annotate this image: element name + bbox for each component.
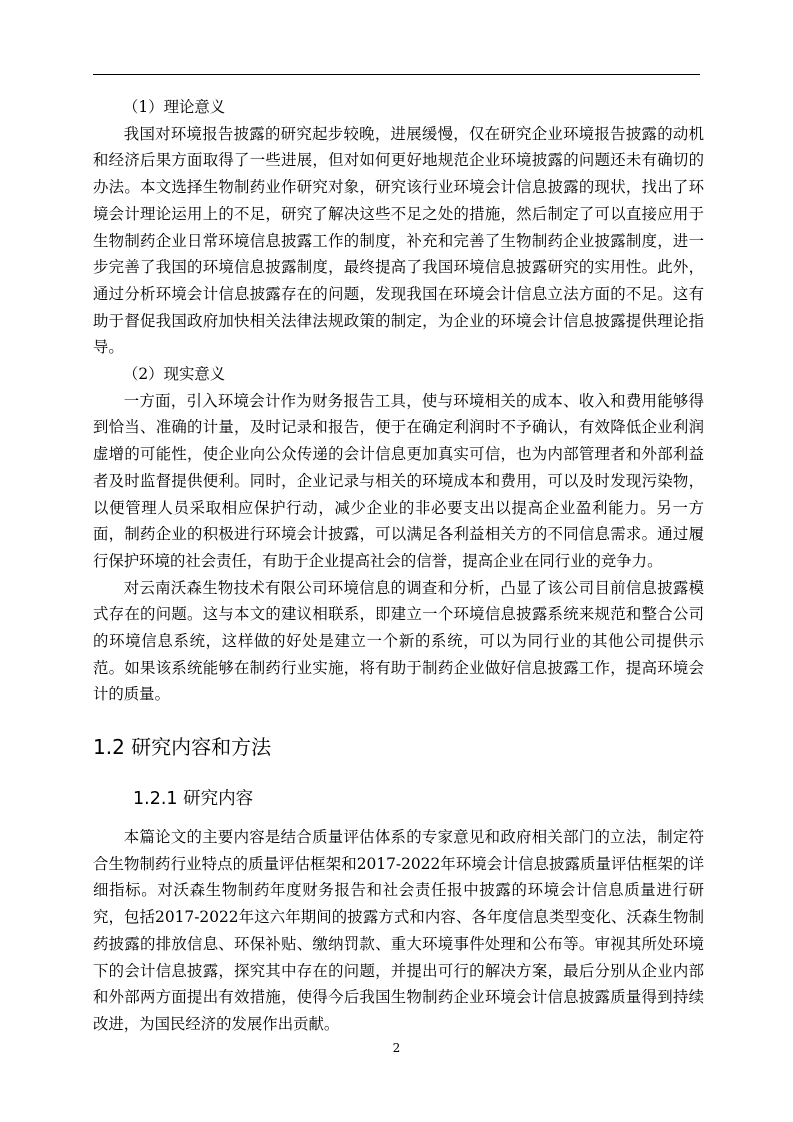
practice-paragraph-1: 一方面，引入环境会计作为财务报告工具，使与环境相关的成本、收入和费用能够得到恰当、准确的计量，及时记录和报告，便于在确定利润时不予确认，有效降低企业利润虚增的可能性，使企业向公众传递的会计信息更加真实可信，也为内部管理者和外部利益者及时监督提供便利。同时，企业记录与相关的环境成本和费用，可以及时发现污染物，以便管理人员采取相应保护行动，减少企业的非必要支出以提高企业盈利能力。另一方面，制药企业的积极进行环境会计披露，可以满足各利益相关方的不同信息需求。通过履行保护环境的社会责任，有助于企业提高社会的信誉，提高企业在同行业的竞争力。 [93,391,704,570]
page-number: 2 [392,1041,401,1055]
significance-section [93,94,704,708]
research-content-paragraph: 本篇论文的主要内容是结合质量评估体系的专家意见和政府相关部门的立法，制定符合生物制药行业特点的质量评估框架和2017-2022年环境会计信息披露质量评估框架的详细指标。对沃森生物制药年度财务报告和社会责任报中披露的环境会计信息质量进行研究，包括2017-2022年这六年期间的披露方式和内容、各年度信息类型变化、沃森生物制药披露的排放信息、环保补贴、缴纳罚款、重大环境事件处理和公布等。审视其所处环境下的会计信息披露，探究其中存在的问题，并提出可行的解决方案，最后分别从企业内部和外部两方面提出有效措施，使得今后我国生物制药企业环境会计信息披露质量得到持续改进，为国民经济的发展作出贡献。 [93,828,704,1033]
practice-paragraph-2: 对云南沃森生物技术有限公司环境信息的调查和分析，凸显了该公司目前信息披露模式存在的问题。这与本文的建议相联系，即建立一个环境信息披露系统来规范和整合公司的环境信息系统，这样做的好处是建立一个新的系统，可以为同行业的其他公司提供示范。如果该系统能够在制药行业实施，将有助于制药企业做好信息披露工作，提高环境会计的质量。 [93,578,704,704]
section-heading-1-2: 1.2 研究内容和方法 [93,735,272,759]
theory-paragraph: 我国对环境报告披露的研究起步较晚，进展缓慢，仅在研究企业环境报告披露的动机和经济后果方面取得了一些进展，但对如何更好地规范企业环境披露的问题还未有确切的办法。本文选择生物制药业作研究对象，研究该行业环境会计信息披露的现状，找出了环境会计理论运用上的不足，研究了解决这些不足之处的措施，然后制定了可以直接应用于生物制药企业日常环境信息披露工作的制度，补充和完善了生物制药企业披露制度，进一步完善了我国的环境信息披露制度，最终提高了我国环境信息披露研究的实用性。此外，通过分析环境会计信息披露存在的问题，发现我国在环境会计信息立法方面的不足。这有助于督促我国政府加快相关法律法规政策的制定，为企业的环境会计信息披露提供理论指导。 [93,124,704,357]
header-rule [93,74,700,75]
section-heading-1-2-1: 1.2.1 研究内容 [133,789,254,809]
theory-heading: （1）理论意义 [123,98,226,116]
practice-heading: （2）现实意义 [123,365,226,384]
research-content-section [93,824,704,1038]
